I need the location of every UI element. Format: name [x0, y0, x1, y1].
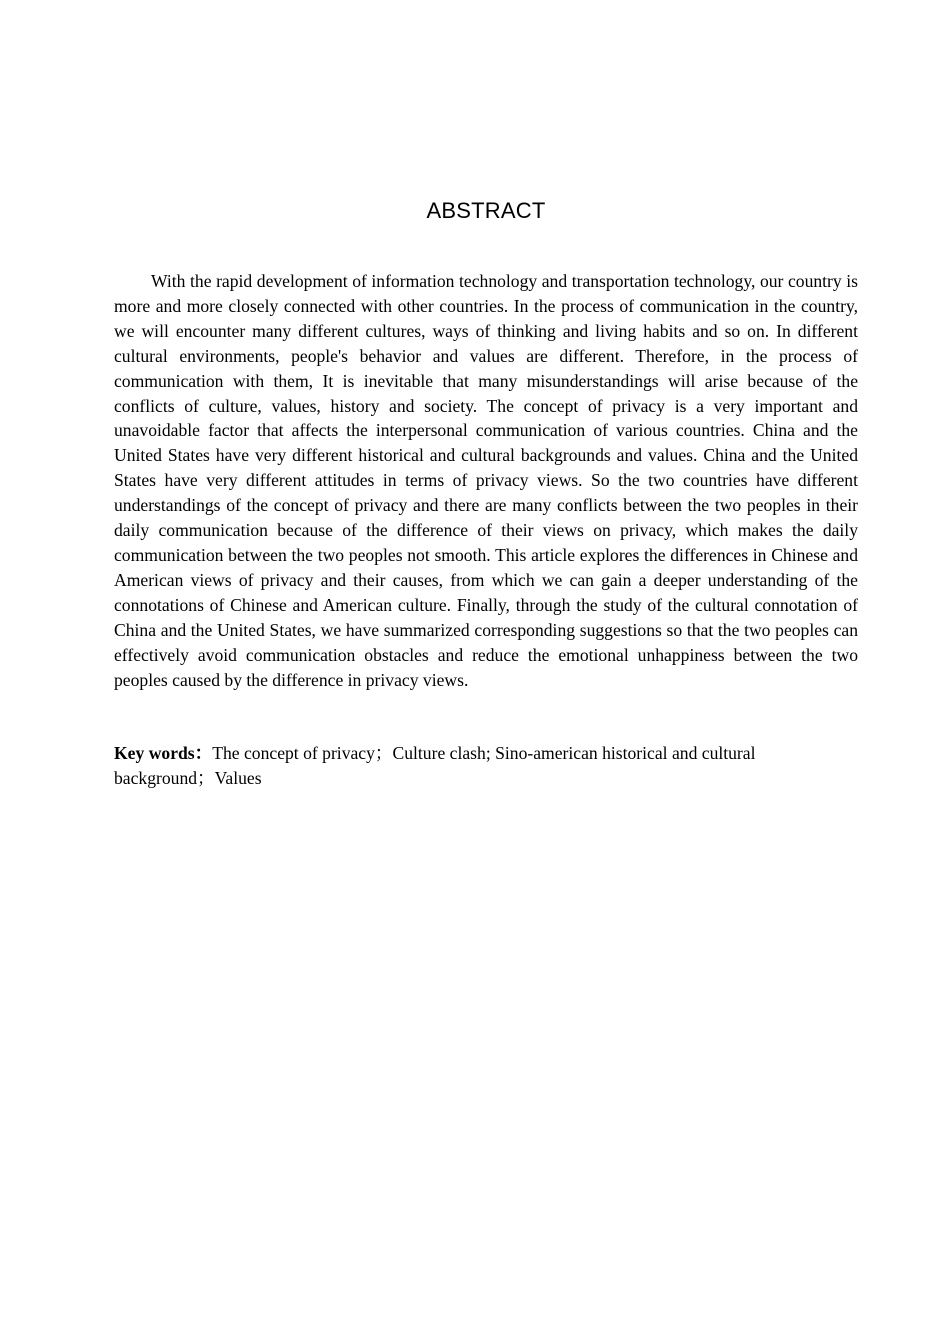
abstract-title: ABSTRACT — [426, 198, 546, 223]
keywords-label: Key words： — [114, 743, 213, 763]
keywords-list: The concept of privacy；Culture clash; Sino-american historical and cultural background；Values — [114, 743, 756, 788]
abstract-paragraph: With the rapid development of information technology and transportation technology, our country is more and more closely connected with other countries. In the process of communication in the country, we will encounter many different cultures, ways of thinking and living habits and so on. In different cultural environments, people's behavior and values are different. Therefore, in the process of communication with them, It is inevitable that many misunderstandings will arise because of the conflicts of culture, values, history and society. The concept of privacy is a very important and unavoidable factor that affects the interpersonal communication of various countries. China and the United States have very different historical and cultural backgrounds and values. China and the United States have very different attitudes in terms of privacy views. So the two countries have different understandings of the concept of privacy and there are many conflicts between the two peoples in their daily communication because of the difference of their views on privacy, which makes the daily communication between the two peoples not smooth. This article explores the differences in Chinese and American views of privacy and their causes, from which we can gain a deeper understanding of the connotations of Chinese and American culture. Finally, through the study of the cultural connotation of China and the United States, we have summarized corresponding suggestions so that the two peoples can effectively avoid communication obstacles and reduce the emotional unhappiness between the two peoples caused by the difference in privacy views. — [114, 271, 858, 690]
keywords-line — [114, 741, 858, 791]
